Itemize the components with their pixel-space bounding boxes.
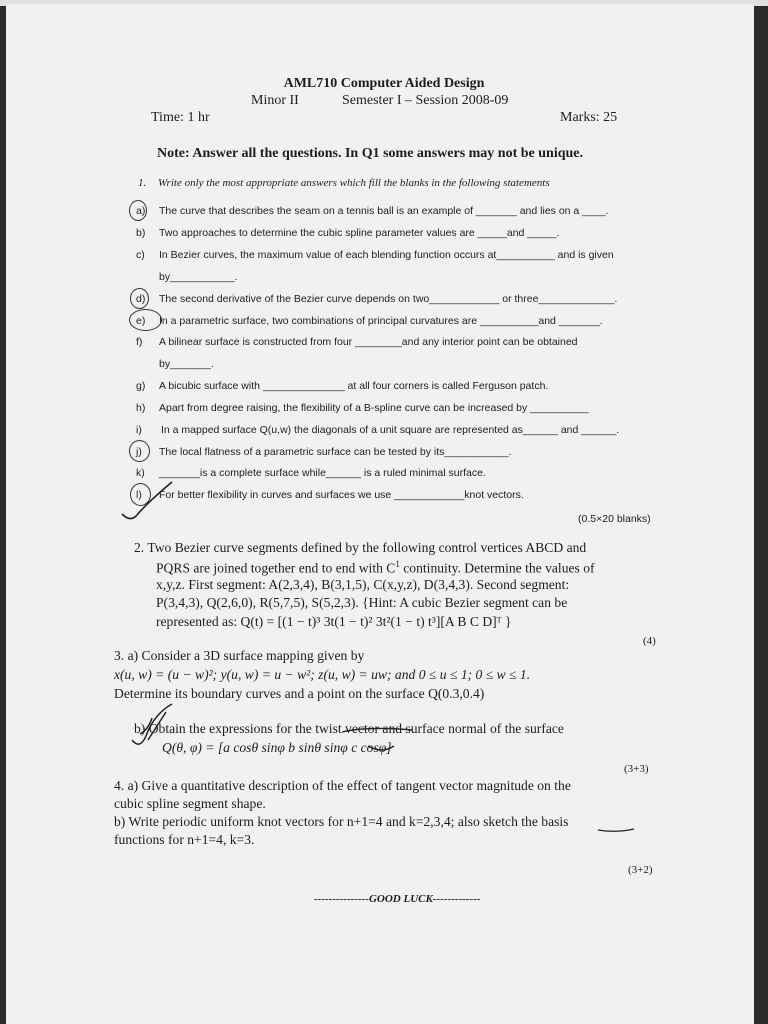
item-label: h) (136, 402, 146, 414)
q4-line-2: cubic spline segment shape. (114, 796, 266, 811)
item-text-continued: by___________. (159, 271, 238, 283)
q3-marks: (3+3) (624, 763, 649, 775)
exam-time: Time: 1 hr (151, 110, 210, 125)
exam-note: Note: Answer all the questions. In Q1 some answers may not be unique. (157, 146, 583, 161)
pen-circle-j (129, 440, 150, 462)
item-label: a) (136, 205, 146, 217)
item-label: g) (136, 380, 146, 392)
item-label: d) (136, 293, 146, 305)
item-label: f) (136, 336, 143, 348)
item-label: i) (136, 424, 142, 436)
item-label: b) (136, 227, 146, 239)
pen-strike-twist (338, 720, 418, 758)
q3-part-b: b) Obtain the expressions for the twist vector and surface normal of the surface (134, 721, 564, 736)
q2-line-2 (156, 559, 595, 577)
item-text-continued: by_______. (159, 358, 214, 370)
exam-marks: Marks: 25 (560, 110, 618, 125)
pen-scribble-q3b (126, 700, 178, 752)
item-text: _______is a complete surface while______ is a ruled minimal surface. (159, 467, 486, 479)
item-text: In Bezier curves, the maximum value of each blending function occurs at__________ and is given (159, 249, 614, 261)
q2-line-1: 2. Two Bezier curve segments defined by the following control vertices ABCD and (134, 540, 587, 555)
q3-surface: Q(θ, φ) = [a cosθ sinφ b sinθ sinφ c cosφ] (162, 740, 392, 755)
item-label: j) (136, 446, 142, 458)
course-title: AML710 Computer Aided Design (283, 76, 485, 91)
item-text: A bilinear surface is constructed from four ________and any interior point can be obtained (159, 336, 578, 348)
q1-number: 1. (138, 177, 147, 189)
item-label: l) (136, 489, 142, 501)
item-text: A bicubic surface with ______________ at all four corners is called Ferguson patch. (159, 380, 549, 392)
item-text: For better flexibility in curves and surfaces we use ____________knot vectors. (159, 489, 524, 501)
q1-intro: Write only the most appropriate answers which fill the blanks in the following statements (158, 177, 550, 189)
q1-marks: (0.5×20 blanks) (578, 513, 651, 525)
q4-marks: (3+2) (628, 864, 653, 876)
item-text: The local flatness of a parametric surface can be tested by its___________. (159, 446, 512, 458)
q3-line-1: 3. a) Consider a 3D surface mapping given by (114, 648, 365, 663)
item-label: k) (136, 467, 145, 479)
item-text: The curve that describes the seam on a tennis ball is an example of _______ and lies on a ____. (159, 205, 609, 217)
pen-check-mark (118, 478, 178, 528)
semester-info: Semester I – Session 2008-09 (342, 93, 509, 108)
q4-line-3: b) Write periodic uniform knot vectors for n+1=4 and k=2,3,4; also sketch the basis (114, 814, 569, 829)
q2-superscript: 1 (395, 559, 400, 569)
item-text: In a parametric surface, two combinations of principal curvatures are __________and _______. (159, 315, 603, 327)
item-text: Two approaches to determine the cubic spline parameter values are _____and _____. (159, 227, 560, 239)
q2-line-4: P(3,4,3), Q(2,6,0), R(5,7,5), S(5,2,3). {Hint: A cubic Bezier segment can be (156, 595, 568, 610)
q4-line-1: 4. a) Give a quantitative description of the effect of tangent vector magnitude on the (114, 778, 571, 793)
good-luck-footer: ---------------GOOD LUCK------------- (314, 893, 481, 905)
exam-name: Minor II (251, 93, 299, 108)
item-text: Apart from degree raising, the flexibility of a B-spline curve can be increased by __________ (159, 402, 589, 414)
pen-underline-basis (596, 826, 636, 834)
pen-circle-a (129, 200, 147, 221)
item-label: c) (136, 249, 145, 261)
q2-marks: (4) (643, 635, 656, 647)
q2-text: PQRS are joined together end to end with C (156, 560, 396, 576)
q3-mapping: x(u, w) = (u − w)²; y(u, w) = u − w²; z(u, w) = uw; and 0 ≤ u ≤ 1; 0 ≤ w ≤ 1. (114, 667, 531, 682)
pen-circle-d (130, 288, 149, 309)
q2-line-5: represented as: Q(t) = [(1 − t)³ 3t(1 − t)² 3t²(1 − t) t³][A B C D]ᵀ } (156, 614, 512, 629)
q4-line-4: functions for n+1=4, k=3. (114, 832, 255, 847)
pen-circle-e (129, 309, 162, 331)
q3-line-3: Determine its boundary curves and a point on the surface Q(0.3,0.4) (114, 686, 485, 701)
item-text: The second derivative of the Bezier curve depends on two____________ or three_____________. (159, 293, 618, 305)
item-text: In a mapped surface Q(u,w) the diagonals of a unit square are represented as______ and ______. (161, 424, 620, 436)
item-label: e) (136, 315, 146, 327)
q2-text-cont: continuity. Determine the values of (399, 560, 595, 576)
q2-line-3: x,y,z. First segment: A(2,3,4), B(3,1,5), C(x,y,z), D(3,4,3). Second segment: (156, 577, 570, 592)
